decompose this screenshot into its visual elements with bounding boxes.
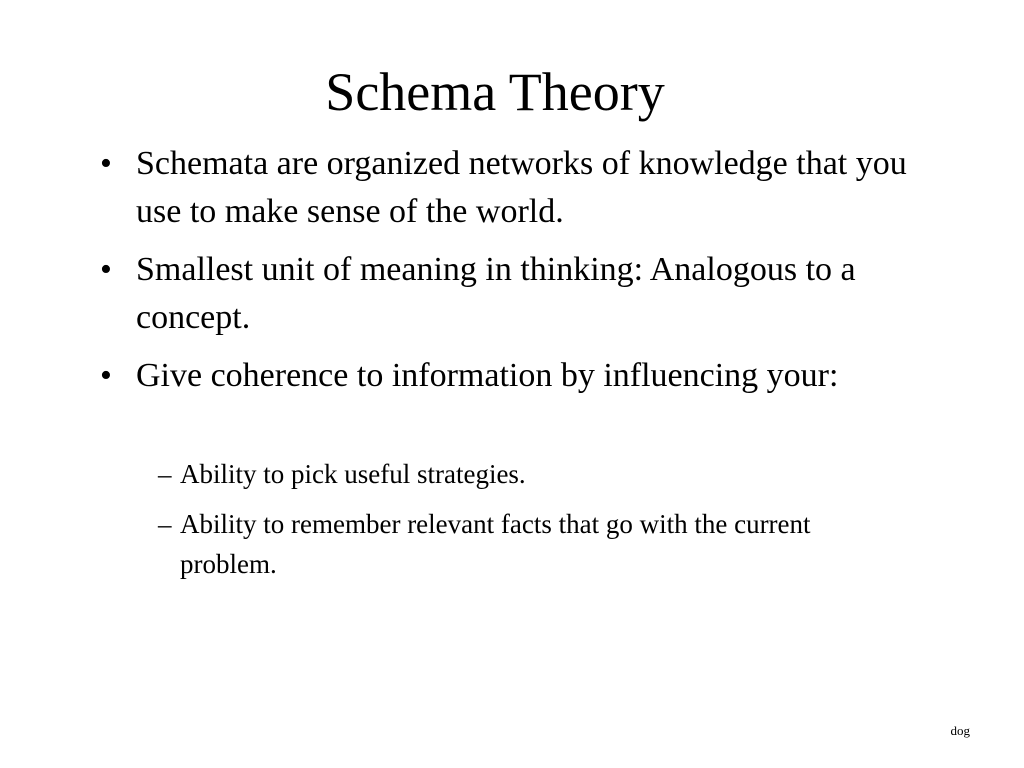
slide-title: Schema Theory	[325, 62, 665, 122]
sub-bullet-text: Ability to pick useful strategies.	[180, 459, 526, 489]
sub-bullet-item	[100, 504, 900, 584]
bullet-marker: •	[100, 251, 112, 288]
sub-bullet-list	[100, 454, 900, 594]
bullet-text: Schemata are organized networks of knowledge that you use to make sense of the world.	[136, 145, 907, 230]
bullet-item	[100, 140, 960, 236]
sub-bullet-marker: –	[158, 459, 172, 489]
bullet-item	[100, 246, 960, 342]
sub-bullet-item	[100, 454, 900, 494]
bullet-marker: •	[100, 145, 112, 182]
sub-bullet-text: Ability to remember relevant facts that go with the current problem.	[180, 509, 811, 579]
slide-footer: dog	[950, 723, 970, 738]
bullet-text: Smallest unit of meaning in thinking: Analogous to a concept.	[136, 251, 856, 336]
bullet-list	[100, 140, 960, 400]
bullet-marker: •	[100, 357, 112, 394]
sub-bullet-marker: –	[158, 509, 172, 539]
bullet-item	[100, 352, 960, 400]
bullet-text: Give coherence to information by influencing your:	[136, 357, 839, 394]
